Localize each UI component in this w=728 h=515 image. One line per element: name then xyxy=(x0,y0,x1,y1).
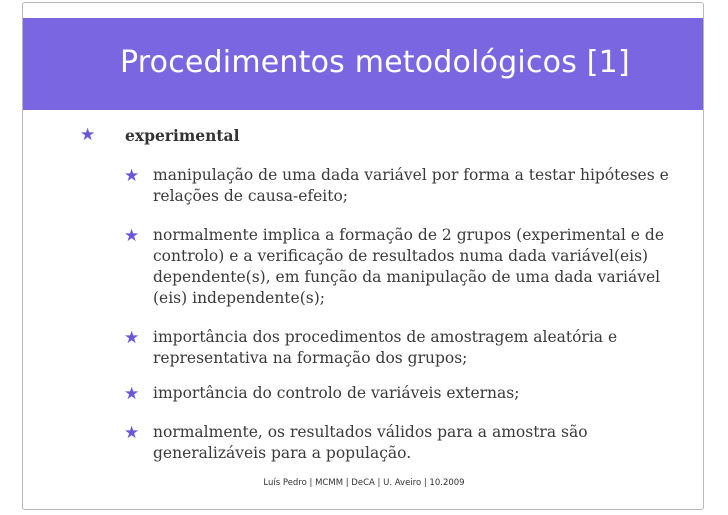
star-icon: ★ xyxy=(124,328,140,348)
list-item-line: importância do controlo de variáveis externas; xyxy=(153,384,520,402)
list-item xyxy=(153,225,664,309)
list-item-line: dependente(s), em função da manipulação de uma dada variável xyxy=(153,268,661,286)
list-item-line: importância dos procedimentos de amostragem aleatória e xyxy=(153,328,618,346)
star-icon: ★ xyxy=(124,384,140,404)
list-item-line: normalmente, os resultados válidos para a amostra são xyxy=(153,423,588,441)
list-item xyxy=(153,165,669,207)
list-item-line: (eis) independente(s); xyxy=(153,289,325,307)
star-icon: ★ xyxy=(124,166,140,186)
list-item-line: relações de causa-efeito; xyxy=(153,187,349,205)
list-item-line: generalizáveis para a população. xyxy=(153,444,412,462)
star-icon: ★ xyxy=(124,423,140,443)
list-item-line: manipulação de uma dada variável por forma a testar hipóteses e xyxy=(153,166,669,184)
list-item-line: controlo) e a verificação de resultados numa dada variável(eis) xyxy=(153,247,649,265)
list-item xyxy=(153,327,643,369)
list-item xyxy=(153,422,643,464)
slide-title: Procedimentos metodológicos [1] xyxy=(120,45,630,80)
slide-footer: Luís Pedro | MCMM | DeCA | U. Aveiro | 10.2009 xyxy=(263,478,465,488)
star-icon: ★ xyxy=(124,226,140,246)
list-item-line: representativa na formação dos grupos; xyxy=(153,349,468,367)
list-item xyxy=(153,383,643,404)
bullet-experimental: experimental xyxy=(125,126,240,145)
star-icon: ★ xyxy=(80,125,96,145)
list-item-line: normalmente implica a formação de 2 grupos (experimental e de xyxy=(153,226,664,244)
